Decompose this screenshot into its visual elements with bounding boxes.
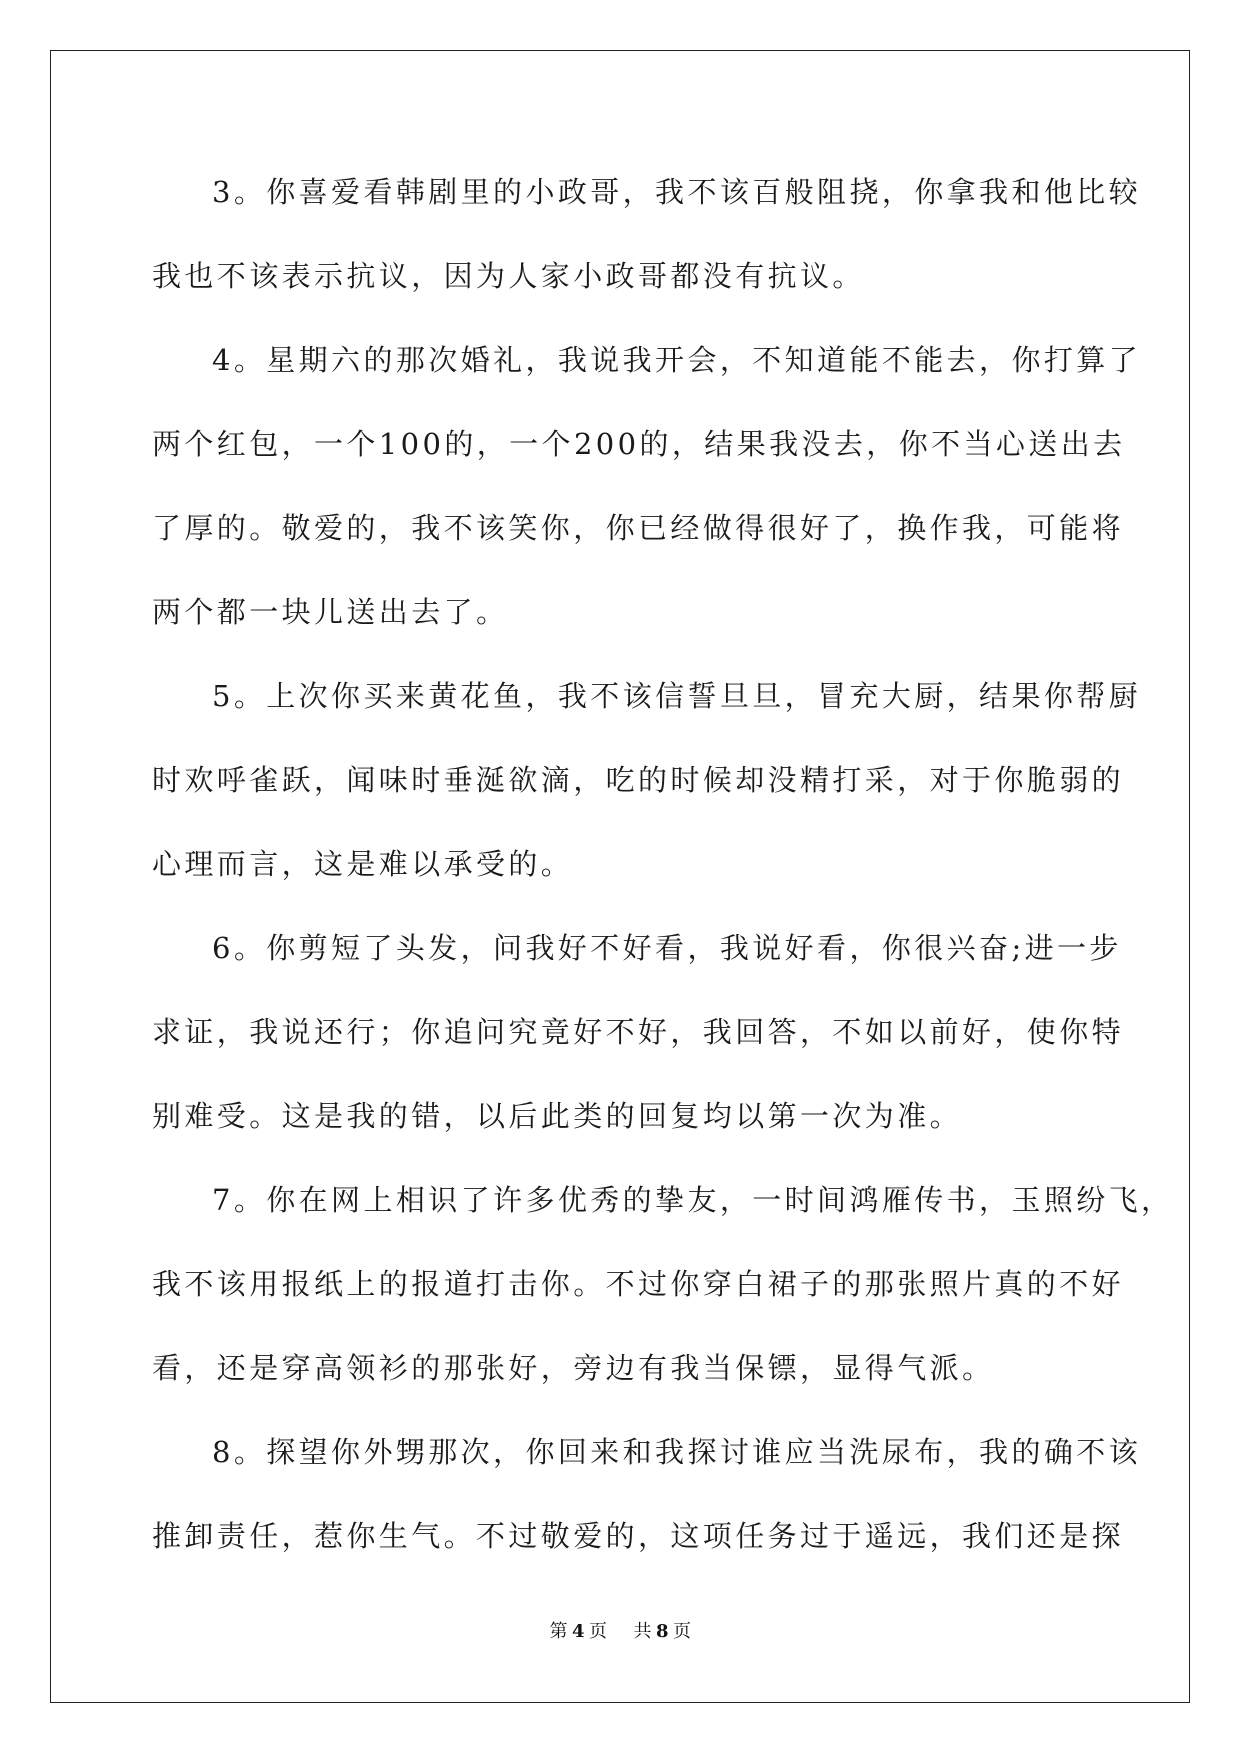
text-line: 6。你剪短了头发，问我好不好看，我说好看，你很兴奋;进一步 bbox=[212, 931, 1122, 965]
total-suffix: 页 bbox=[673, 1621, 692, 1642]
text-line: 3。你喜爱看韩剧里的小政哥，我不该百般阻挠，你拿我和他比较 bbox=[212, 175, 1142, 209]
paragraph-7 bbox=[152, 1174, 1174, 1426]
text-line: 5。上次你买来黄花鱼，我不该信誓旦旦，冒充大厨，结果你帮厨 bbox=[212, 679, 1142, 713]
text-line: 我不该用报纸上的报道打击你。不过你穿白裙子的那张照片真的不好 bbox=[152, 1267, 1125, 1301]
text-line: 两个红包，一个100的，一个200的，结果我没去，你不当心送出去 bbox=[152, 427, 1126, 461]
text-line: 两个都一块儿送出去了。 bbox=[152, 595, 509, 629]
total-page-number: 8 bbox=[656, 1621, 670, 1642]
total-prefix: 共 bbox=[633, 1621, 652, 1642]
paragraph-3 bbox=[152, 166, 1142, 334]
paragraph-8 bbox=[152, 1426, 1142, 1594]
text-line: 我也不该表示抗议，因为人家小政哥都没有抗议。 bbox=[152, 259, 865, 293]
text-line: 4。星期六的那次婚礼，我说我开会，不知道能不能去，你打算了 bbox=[212, 343, 1142, 377]
paragraph-6 bbox=[152, 922, 1125, 1174]
text-line: 别难受。这是我的错，以后此类的回复均以第一次为准。 bbox=[152, 1099, 963, 1133]
text-line: 心理而言，这是难以承受的。 bbox=[152, 847, 574, 881]
text-line: 8。探望你外甥那次，你回来和我探讨谁应当洗尿布，我的确不该 bbox=[212, 1435, 1142, 1469]
text-line: 7。你在网上相识了许多优秀的挚友，一时间鸿雁传书，玉照纷飞， bbox=[212, 1183, 1174, 1217]
text-line: 时欢呼雀跃，闻味时垂涎欲滴，吃的时候却没精打采，对于你脆弱的 bbox=[152, 763, 1125, 797]
text-line: 推卸责任，惹你生气。不过敬爱的，这项任务过于遥远，我们还是探 bbox=[152, 1519, 1125, 1553]
text-line: 求证，我说还行；你追问究竟好不好，我回答，不如以前好，使你特 bbox=[152, 1015, 1125, 1049]
text-line: 看，还是穿高领衫的那张好，旁边有我当保镖，显得气派。 bbox=[152, 1351, 995, 1385]
current-page-number: 4 bbox=[571, 1621, 585, 1642]
page-prefix: 第 bbox=[549, 1621, 568, 1642]
document-body bbox=[152, 166, 1174, 1594]
page-footer bbox=[0, 1617, 1241, 1643]
text-line: 了厚的。敬爱的，我不该笑你，你已经做得很好了，换作我，可能将 bbox=[152, 511, 1125, 545]
page-suffix: 页 bbox=[589, 1621, 608, 1642]
paragraph-5 bbox=[152, 670, 1142, 922]
paragraph-4 bbox=[152, 334, 1142, 670]
